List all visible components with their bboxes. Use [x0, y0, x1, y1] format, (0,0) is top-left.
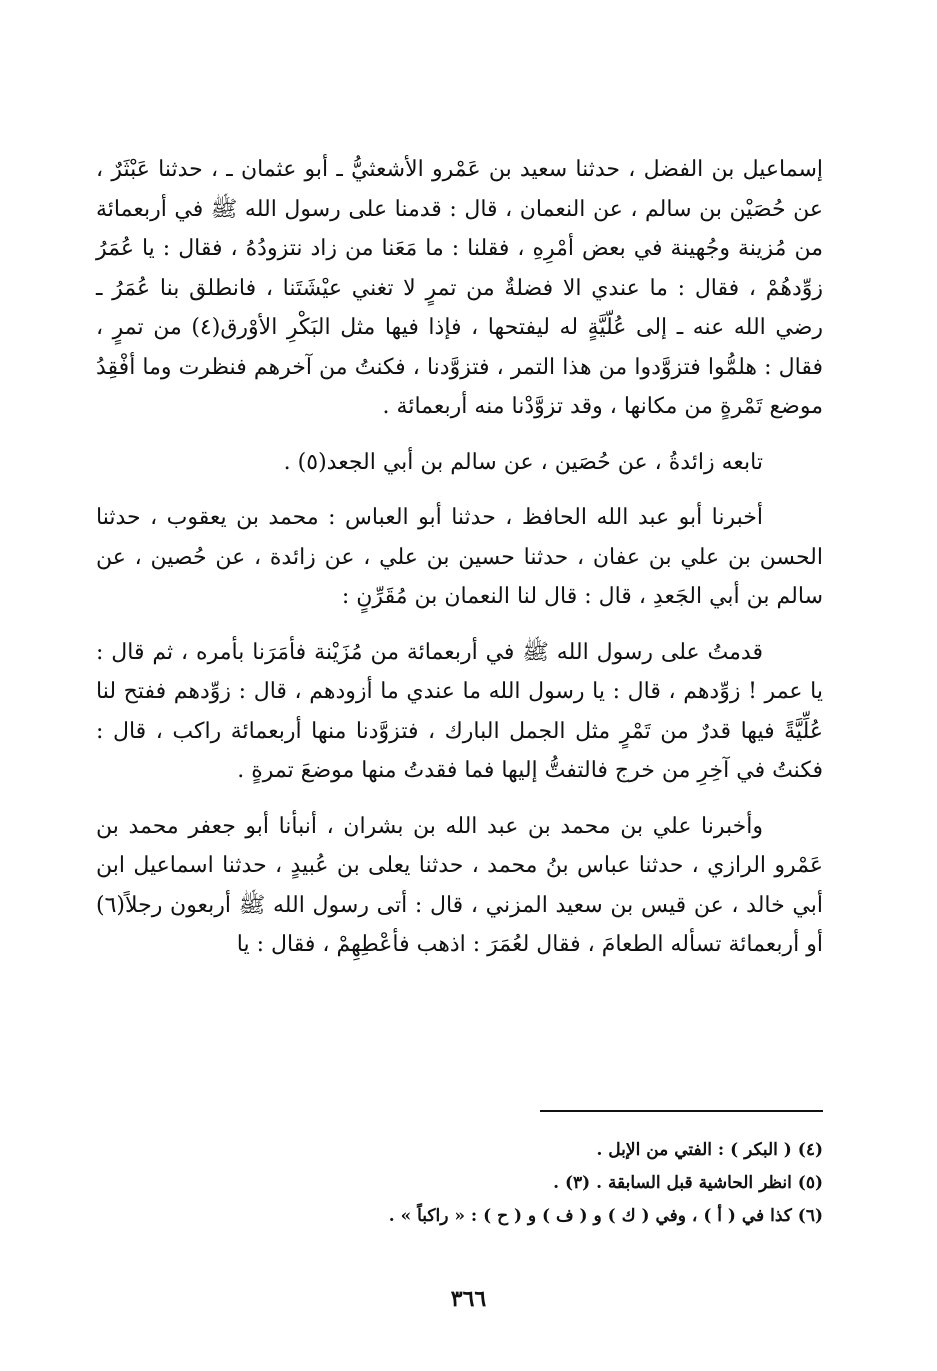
footnote-4: (٤) ( البكر ) : الفتي من الإبل .	[596, 1140, 823, 1160]
footnote-6: (٦) كذا في ( أ ) ، وفي ( ك ) و ( ف ) و ( ح ) : « راكباً » .	[388, 1206, 823, 1226]
paragraph-hadith-1: إسماعيل بن الفضل ، حدثنا سعيد بن عَمْرو الأشعثيُّ ـ أبو عثمان ـ ، حدثنا عَبْثَرٌ ، عن حُصَيْن بن سالم ، عن النعمان ، قال : قدمنا على رسول الله ﷺ في أربعمائة من مُزينة وجُهينة في بعض أمْرِهِ ، فقلنا : ما مَعَنا من زاد نتزودُهُ ، فقال : يا عُمَرُ زوِّدهُمْ ، فقال : ما عندي الا فضلةٌ من تمرٍ لا تغني عيْشَتَنا ، فانطلق بنا عُمَرُ ـ رضي الله عنه ـ إلى عُلّيَّةٍ له ليفتحها ، فإذا فيها مثل البَكْرِ الأوْرق(٤) من تمرٍ ، فقال : هلمُّوا فتزوَّدوا من هذا التمر ، فتزوَّدنا ، فكنتُ من آخرهم فنظرت وما أفْقِدُ موضع تَمْرةٍ من مكانها ، وقد تزوَّدْنا منه أربعمائة .	[96, 157, 823, 419]
paragraph-mutaba: تابعه زائدةُ ، عن حُصَين ، عن سالم بن أبي الجعد(٥) .	[283, 449, 763, 475]
paragraph-hadith-2: قدمتُ على رسول الله ﷺ في أربعمائة من مُزَيْنة فأمَرَنا بأمره ، ثم قال : يا عمر ! زوِّدهم ، قال : يا رسول الله ما عندي ما أزودهم ، قال : زوِّدهم ففتح لنا عُلِّيَّةً فيها قدرٌ من تَمْرٍ مثل الجمل البارك ، فتزوَّدنا منها أربعمائة راكب ، قال : فكنتُ في آخِرِ من خرج فالتفتُّ إليها فما فقدتُ منها موضعَ تمرةٍ .	[96, 639, 823, 783]
paragraph-hadith-3: وأخبرنا علي بن محمد بن عبد الله بن بشران ، أنبأنا أبو جعفر محمد بن عَمْرو الرازي ، حدثنا عباس بنُ محمد ، حدثنا يعلى بن عُبيدٍ ، حدثنا اسماعيل ابن أبي خالد ، عن قيس بن سعيد المزني ، قال : أتى رسول الله ﷺ أربعون رجلاً(٦) أو أربعمائة تسأله الطعامَ ، فقال لعُمَرَ : اذهب فأعْطِهِمْ ، فقال : يا	[96, 813, 823, 957]
footnote-divider	[540, 1110, 823, 1112]
main-text	[96, 150, 823, 965]
paragraph-isnad-2: أخبرنا أبو عبد الله الحافظ ، حدثنا أبو العباس : محمد بن يعقوب ، حدثنا الحسن بن علي بن عفان ، حدثنا حسين بن علي ، عن زائدة ، عن حُصين ، عن سالم بن أبي الجَعدِ ، قال : قال لنا النعمان بن مُقَرِّنٍ :	[96, 505, 823, 609]
footnote-5: (٥) انظر الحاشية قبل السابقة . (٣) .	[553, 1173, 823, 1193]
page-number: ٣٦٦	[450, 1286, 487, 1312]
footnotes	[96, 1134, 823, 1233]
